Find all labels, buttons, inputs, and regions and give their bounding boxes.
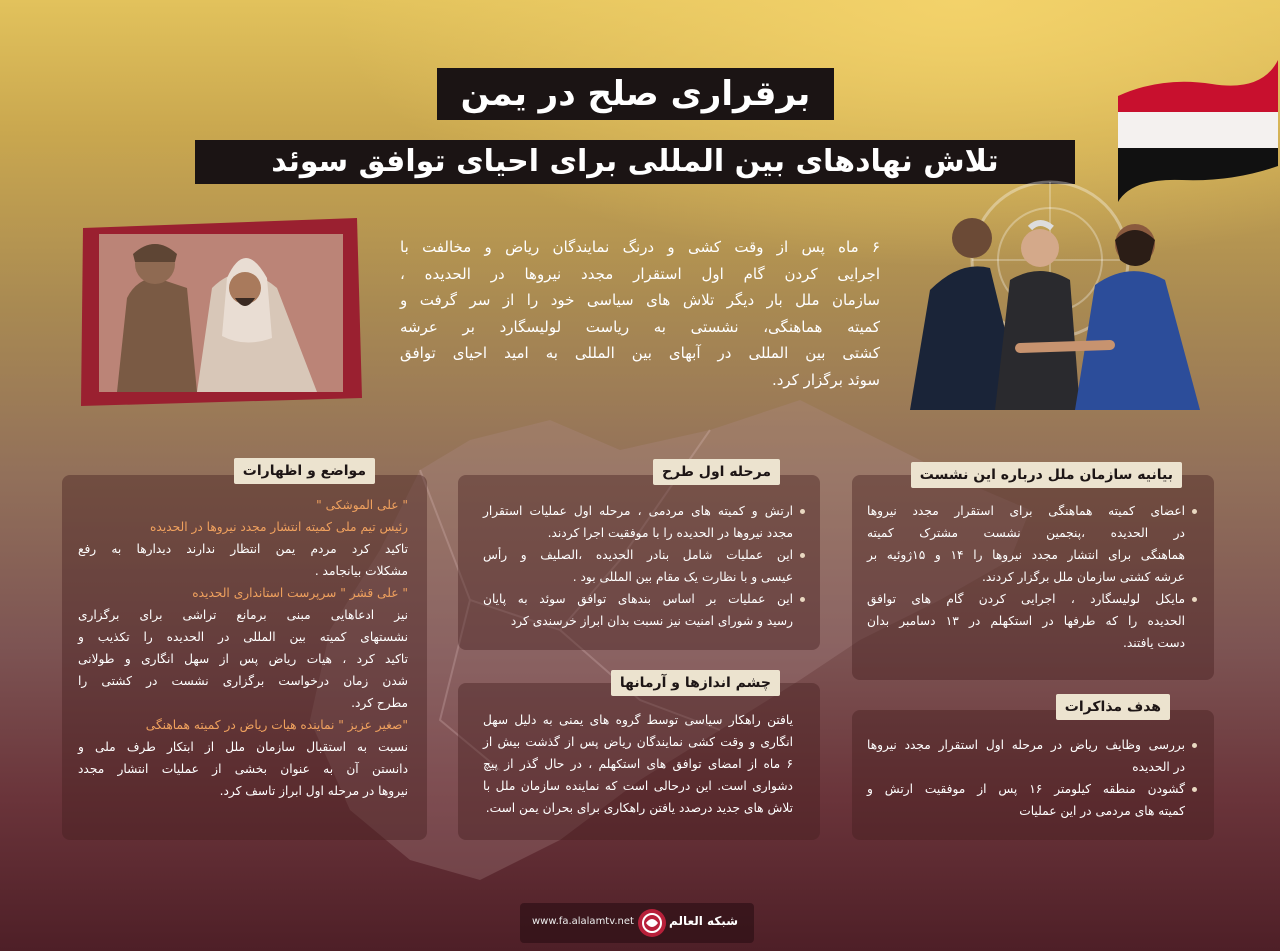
speaker-name: " علی قشر " سرپرست استانداری الحدیده <box>192 586 408 600</box>
paragraph-line: شدن زمان درخواست برگزاری نشست در کشتی را <box>78 674 408 688</box>
paragraph-line: انگاری و وقت کشی نمایندگان ریاض پس از گذشت بیش از <box>483 735 793 749</box>
speaker-name: " علی الموشکی " <box>316 498 408 512</box>
list-item-line: هماهنگی برای انتشار مجدد نیروها را ۱۴ و ۱۵ژوئیه بر <box>867 548 1185 562</box>
paragraph-line: ۶ ماه از امضای توافق های استکهلم ، در حال گذر از پیچ <box>483 757 793 771</box>
paragraph-line: دشواری است. این درحالی است که نماینده سازمان ملل با <box>483 779 793 793</box>
list-item: این عملیات شامل بنادر الحدیده ،الصلیف و رأس <box>483 544 793 566</box>
intro-line: اجرایی کردن گام اول استقرار مجدد نیروها در الحدیده ، <box>400 264 880 283</box>
list-item-line: دست یافتند. <box>1122 636 1185 650</box>
list-item: این عملیات بر اساس بندهای توافق سوئد به پایان <box>483 588 793 610</box>
intro-line: کشتی بین المللی در آبهای بین المللی به امید احیای توافق <box>400 344 880 362</box>
list-item-line: در الحدیده ،پنجمین نشست مشترک کمیته <box>867 526 1185 540</box>
positions-heading: مواضع و اظهارات <box>234 458 375 484</box>
un-statement-body <box>867 500 1185 654</box>
list-item-line: رسید و شورای امنیت نیز نسبت بدان ابراز خرسندی کرد <box>510 614 793 628</box>
page-title: برقراری صلح در یمن <box>437 68 834 120</box>
positions-body <box>78 494 408 802</box>
speaker-role: رئیس تیم ملی کمیته انتشار مجدد نیروها در الحدیده <box>150 520 408 534</box>
page-subtitle: تلاش نهادهای بین المللی برای احیای توافق سوئد <box>195 140 1075 184</box>
intro-line: سازمان ملل بار دیگر تلاش های سیاسی خود را از سر گرفت و <box>400 291 880 309</box>
first-phase-heading: مرحله اول طرح <box>653 459 780 485</box>
brand-name: شبکه العالم <box>669 914 738 928</box>
list-item-line: مجدد نیروها در الحدیده را با موفقیت اجرا کردند. <box>547 526 793 540</box>
list-item: بررسی وظایف ریاض در مرحله اول استقرار مجدد نیروها <box>867 734 1185 756</box>
paragraph-line: دانستن آن به عنوان بخشی از عملیات انتشار مجدد <box>78 762 408 776</box>
negotiation-goal-body <box>867 734 1185 822</box>
outlook-heading: چشم اندازها و آرمانها <box>611 670 780 696</box>
un-handshake-photo <box>900 180 1230 410</box>
list-item: مایکل لولیسگارد ، اجرایی کردن گام های توافق <box>867 588 1185 610</box>
list-item: اعضای کمیته هماهنگی برای استقرار مجدد نیروها <box>867 500 1185 522</box>
paragraph-line: تلاش های جدید درصدد یافتن راهکاری برای بحران یمن است. <box>485 801 793 815</box>
first-phase-body <box>483 500 793 632</box>
list-item-line: در الحدیده <box>1132 760 1185 774</box>
un-statement-heading: بیانیه سازمان ملل درباره این نشست <box>911 462 1182 488</box>
paragraph-line: نیروها در مرحله اول ابراز تاسف کرد. <box>219 784 408 798</box>
footer-bar <box>520 903 754 943</box>
saudi-figures-photo <box>77 218 362 406</box>
list-item-line: الحدیده را که طرفها در استکهلم در ۱۳ دسامبر بدان <box>867 614 1185 628</box>
list-item: ارتش و کمیته های مردمی ، مرحله اول عملیات استقرار <box>483 500 793 522</box>
paragraph-line: نشستهای کمیته بین المللی در الحدیده را تکذیب و <box>78 630 408 644</box>
outlook-body <box>483 709 793 819</box>
paragraph-line: نسبت به استقبال سازمان ملل از ابتکار طرف ملی و <box>78 740 408 754</box>
list-item: گشودن منطقه کیلومتر ۱۶ پس از موفقیت ارتش و <box>867 778 1185 800</box>
intro-line: سوئد برگزار کرد. <box>771 370 880 389</box>
paragraph-line: مشکلات بیانجامد . <box>314 564 408 578</box>
intro-line: ۶ ماه پس از وقت کشی و درنگ نمایندگان ریاض و مخالفت با <box>400 238 880 256</box>
paragraph-line: تاکید کرد مردم یمن انتظار ندارند دیدارها به رفع <box>78 542 408 556</box>
list-item-line: عرشه کشتی سازمان ملل برگزار کردند. <box>982 570 1185 584</box>
intro-paragraph <box>400 234 880 393</box>
paragraph-line: نیز ادعاهایی مبنی برمانع تراشی برای برگزاری <box>78 608 408 622</box>
list-item-line: عیسی و با نظارت یک مقام بین المللی بود . <box>572 570 793 584</box>
paragraph-line: یافتن راهکار سیاسی توسط گروه های یمنی به دلیل سهل <box>483 713 793 727</box>
alalam-logo-icon <box>632 907 672 939</box>
paragraph-line: مطرح کرد. <box>351 696 408 710</box>
website-link[interactable]: www.fa.alalamtv.net <box>532 916 634 927</box>
negotiation-goal-heading: هدف مذاکرات <box>1056 694 1170 720</box>
intro-line: کمیته هماهنگی، نشستی به ریاست لولیسگارد بر عرشه <box>400 317 880 336</box>
paragraph-line: تاکید کرد ، هیات ریاض پس از سهل انگاری و طولانی <box>78 652 408 666</box>
speaker-name: "صغیر عزیز " نماینده هیات ریاض در کمیته هماهنگی <box>145 718 408 732</box>
list-item-line: کمیته های مردمی در این عملیات <box>1019 804 1185 818</box>
